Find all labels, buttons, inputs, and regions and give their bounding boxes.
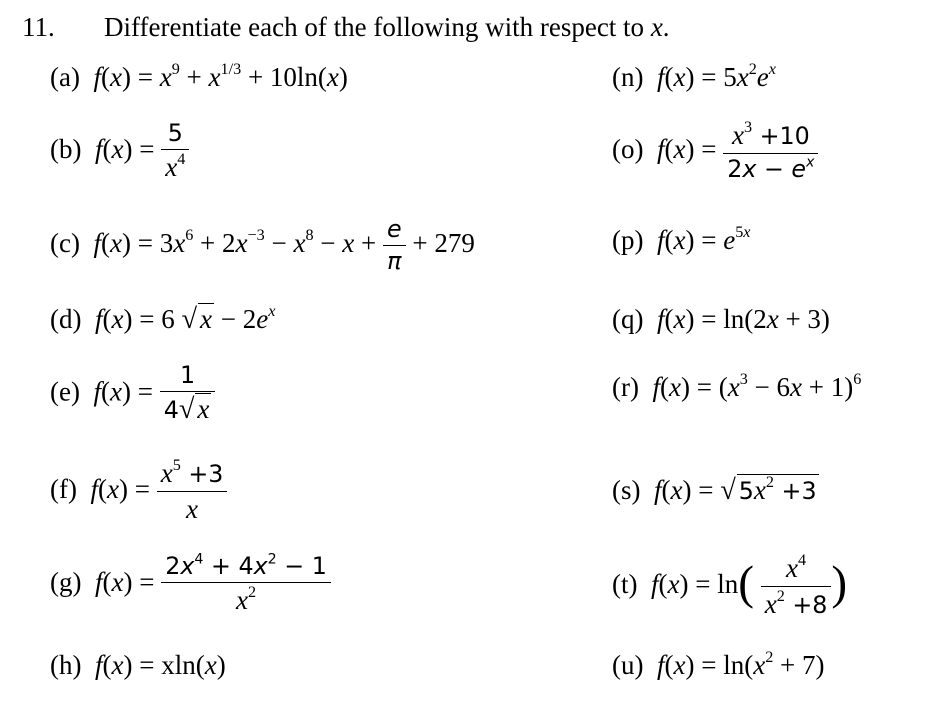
problem-label: (a): [50, 62, 80, 92]
problem-c: (c) $f(x) = 3x^6 + 2x^{-3} - x^8 - x$ + $\frac{e}{\pi}$ + 279: [50, 215, 475, 276]
problem-d: (d) f(x) = 6 √ $x - 2e^x$: [50, 301, 276, 335]
problem-label: (b): [50, 133, 82, 164]
problem-label: (e): [50, 376, 80, 407]
problem-label: (f): [50, 473, 77, 504]
problem-label: (p): [612, 225, 644, 255]
problem-b: (b) f(x) = $\frac{5}{x^4}$: [50, 120, 189, 183]
problem-label: (d): [50, 304, 82, 334]
problem-label: (u): [612, 650, 644, 680]
square-root: √ $5x^2 +3$: [720, 472, 817, 506]
question-prompt: Differentiate each of the following with respect to x.: [104, 12, 670, 42]
problem-n: (n) $f(x) = 5x^2e^x$: [612, 59, 776, 92]
problem-p: (p) $f(x) = e^{5x}$: [612, 222, 751, 255]
problem-label: (t): [612, 568, 638, 599]
problem-a: (a) $f(x) = x^9 + x^{1/3} + 10\ln(x)$: [50, 59, 348, 92]
problem-label: (o): [612, 133, 644, 164]
fraction: $\frac{x^5 +3}{x}$: [157, 458, 228, 525]
question-number: 11.: [22, 12, 55, 42]
problem-q: (q) f(x) = ln(2x + 3): [612, 304, 830, 334]
problem-s: (s) f(x) = √ $5x^2 +3$: [612, 472, 817, 506]
fraction: $\frac{x^3 +10}{2x - e^x}$: [723, 120, 818, 183]
problem-u: (u) $f(x) = \ln(x^2 + 7)$: [612, 647, 825, 680]
fraction: $\frac{2x^4 + 4x^2 - 1}{x^2}$: [161, 553, 331, 616]
problem-label: (h): [50, 650, 82, 680]
fraction: $\frac{1}{4√ x}$: [160, 362, 216, 427]
fraction: $\frac{x^4}{x^2 +8}$: [761, 553, 832, 620]
problem-e: (e) f(x) = $\frac{1}{4√ x}$: [50, 362, 215, 427]
fraction: $\frac{e}{\pi}$: [383, 216, 406, 276]
left-paren: (: [738, 557, 754, 610]
problem-label: (q): [612, 304, 644, 334]
problem-label: (c): [50, 228, 80, 259]
problem-label: (g): [50, 566, 82, 597]
right-paren: ): [831, 557, 848, 610]
problem-o: (o) f(x) = $\frac{x^3 +10}{2x - e^x}$: [612, 120, 818, 183]
problem-label: (n): [612, 62, 644, 92]
problem-label: (r): [612, 372, 639, 402]
problem-label: (s): [612, 475, 641, 505]
problem-g: (g) f(x) = $\frac{2x^4 + 4x^2 - 1}{x^2}$: [50, 553, 331, 616]
problem-t: (t) f(x) = ln( $\frac{x^4}{x^2 +8}$ ): [612, 550, 848, 620]
problem-f: (f) f(x) = $\frac{x^5 +3}{x}$: [50, 458, 227, 525]
problem-r: (r) $f(x) = (x^3 - 6x + 1)^6$: [612, 369, 862, 402]
problem-h: (h) f(x) = xln(x): [50, 650, 226, 680]
fraction: $\frac{5}{x^4}$: [161, 120, 189, 183]
square-root: √ x: [181, 304, 213, 335]
